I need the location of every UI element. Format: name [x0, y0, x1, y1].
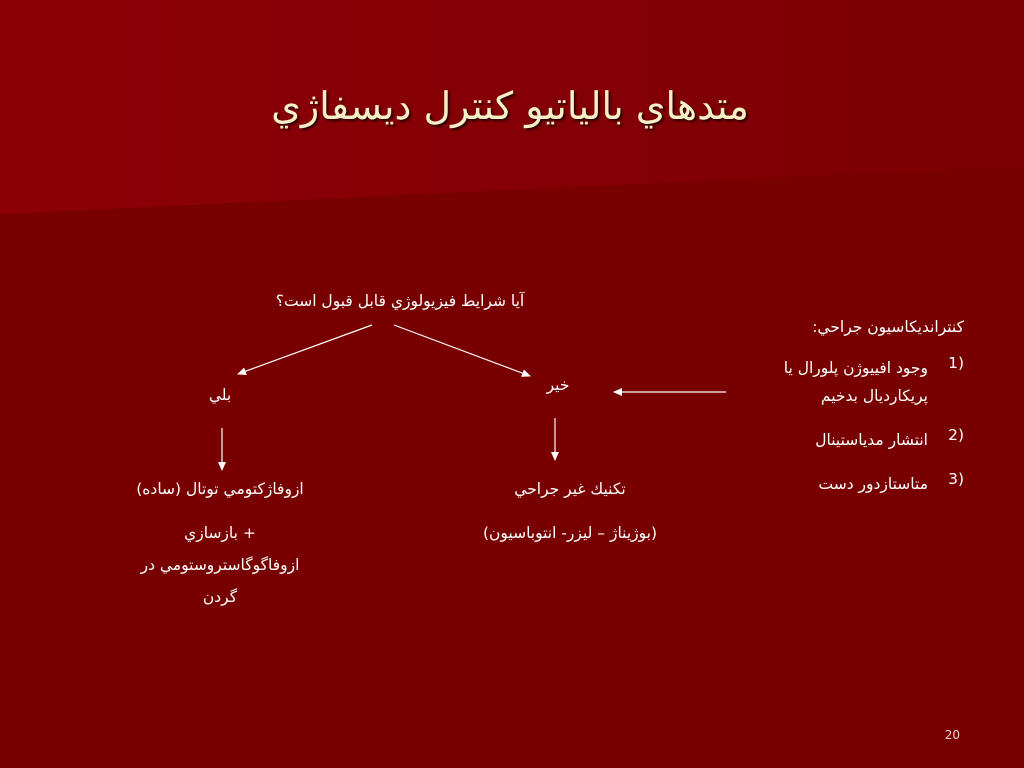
contraindication-item — [664, 470, 964, 498]
list-item-text: وجود افييوژن پلورال يا پريكارديال بدخيم — [783, 359, 928, 405]
list-item-number: 2) — [948, 426, 964, 444]
list-item-number: 1) — [948, 354, 964, 372]
branch-yes-extra-line1: + بازسازي — [184, 524, 256, 542]
list-item-number: 3) — [948, 470, 964, 488]
arrow-to-no — [394, 325, 530, 376]
branch-yes-extra-line2: ازوفاگوگاستروستومي در — [140, 556, 300, 574]
contraindications-list — [664, 318, 964, 514]
list-item-text: انتشار مدياستينال — [815, 431, 928, 449]
list-item-text: متاستازدور دست — [818, 475, 928, 493]
branch-yes-result: ازوفاژكتومي توتال (ساده) — [136, 480, 304, 498]
branch-yes-extra-line3: گردن — [202, 588, 238, 606]
flowchart-question: آيا شرايط فيزيولوژي قابل قبول است؟ — [275, 292, 525, 310]
arrow-to-yes — [238, 325, 372, 374]
branch-no-label: خير — [546, 376, 570, 394]
slide-title: متدهاي بالياتيو كنترل ديسفاژي — [271, 84, 749, 128]
branch-yes-label: بلي — [208, 386, 232, 404]
branch-no-detail: (بوژيناژ – ليزر- انتوباسيون) — [482, 524, 658, 542]
contraindication-item — [664, 354, 964, 410]
contraindications-heading: كنترانديكاسيون جراحي: — [812, 318, 964, 336]
branch-no-result: تكنيك غير جراحي — [514, 480, 626, 498]
page-number: 20 — [944, 728, 960, 742]
contraindication-item — [664, 426, 964, 454]
